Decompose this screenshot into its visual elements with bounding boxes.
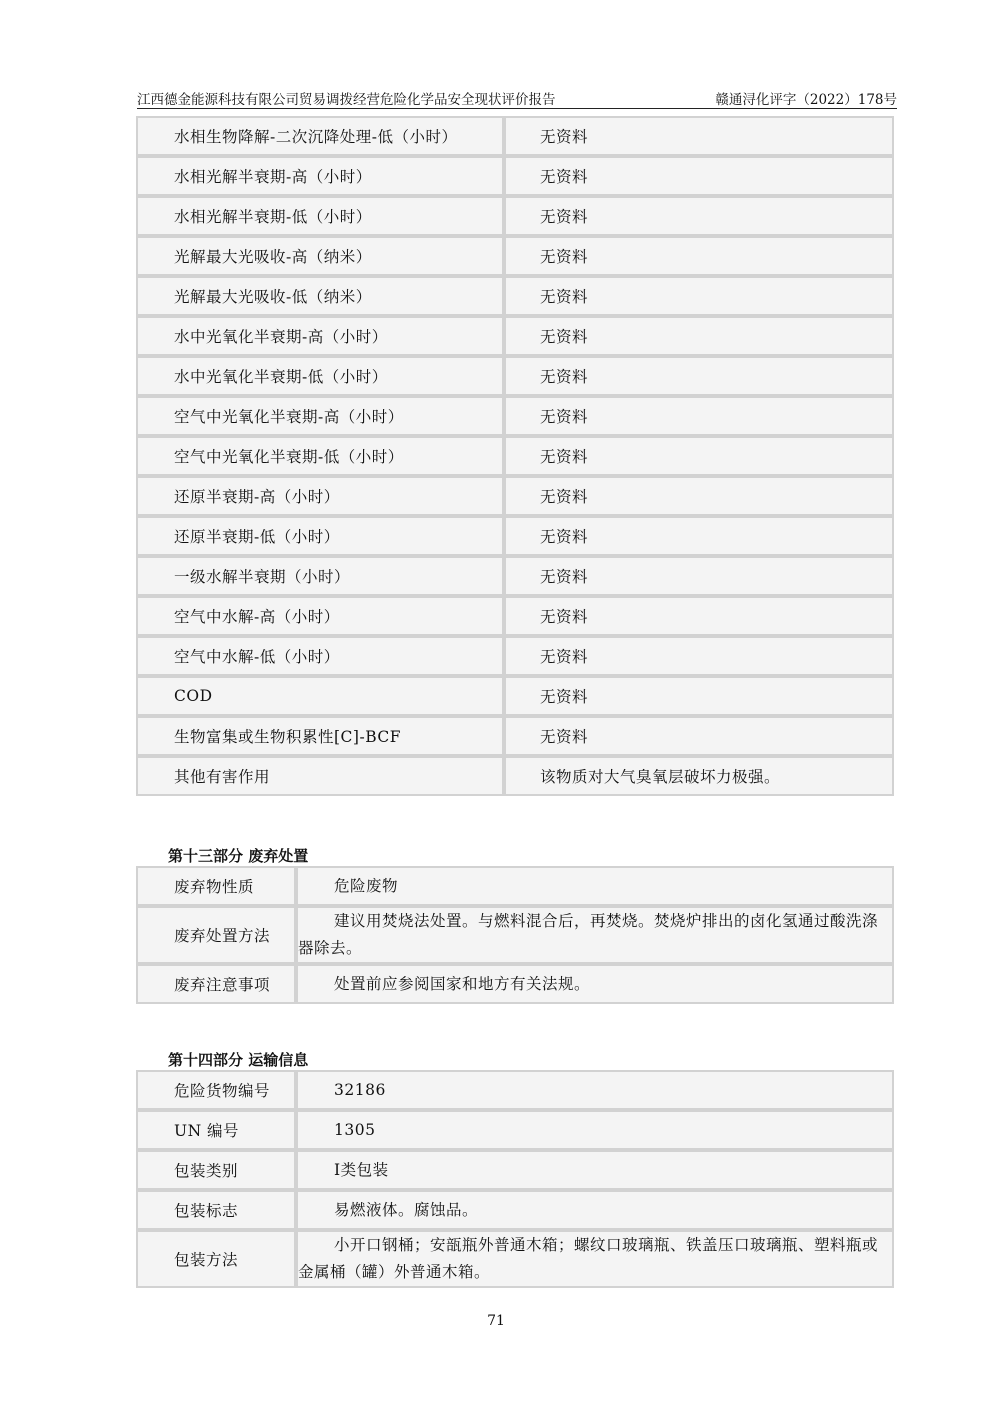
table-row (136, 596, 894, 636)
property-value: 无资料 (504, 236, 894, 276)
property-name: 空气中水解-低（小时） (136, 636, 504, 676)
table-row (136, 636, 894, 676)
table-row (136, 516, 894, 556)
transport-value: Ⅰ类包装 (334, 1160, 389, 1179)
property-name: 其他有害作用 (136, 756, 504, 796)
property-value: 无资料 (504, 276, 894, 316)
property-name: 水相生物降解-二次沉降处理-低（小时） (136, 116, 504, 156)
property-value: 无资料 (504, 676, 894, 716)
table-row (136, 396, 894, 436)
table-row (136, 1230, 894, 1288)
property-value: 无资料 (504, 356, 894, 396)
table-row (136, 716, 894, 756)
section-14-title: 第十四部分 运输信息 (168, 1051, 309, 1069)
transport-key: UN 编号 (136, 1110, 296, 1150)
property-value: 无资料 (504, 596, 894, 636)
property-name: 空气中水解-高（小时） (136, 596, 504, 636)
table-row (136, 1070, 894, 1110)
property-value: 无资料 (504, 116, 894, 156)
property-value: 无资料 (504, 156, 894, 196)
property-value: 无资料 (504, 476, 894, 516)
table-row (136, 866, 894, 906)
property-name: 水相光解半衰期-高（小时） (136, 156, 504, 196)
transport-value: 32186 (334, 1080, 386, 1099)
transport-value: 小开口钢桶；安瓿瓶外普通木箱；螺纹口玻璃瓶、铁盖压口玻璃瓶、塑料瓶或金属桶（罐）外普通木箱。 (296, 1230, 894, 1288)
table-row (136, 196, 894, 236)
ecological-properties-table (136, 116, 894, 796)
table-row (136, 436, 894, 476)
page-header (137, 88, 897, 109)
header-report-number: 赣通浔化评字（2022）178号 (715, 92, 897, 108)
header-report-title: 江西德金能源科技有限公司贸易调拨经营危险化学品安全现状评价报告 (137, 92, 556, 108)
property-name: 光解最大光吸收-低（纳米） (136, 276, 504, 316)
section-13-title: 第十三部分 废弃处置 (168, 847, 309, 865)
property-value: 无资料 (504, 396, 894, 436)
property-name: 空气中光氧化半衰期-高（小时） (136, 396, 504, 436)
property-value: 无资料 (504, 716, 894, 756)
transport-value: 易燃液体。腐蚀品。 (334, 1200, 479, 1219)
transport-key: 包装标志 (136, 1190, 296, 1230)
table-row (136, 316, 894, 356)
property-name: 光解最大光吸收-高（纳米） (136, 236, 504, 276)
table-row (136, 356, 894, 396)
table-row (136, 116, 894, 156)
property-name: 水相光解半衰期-低（小时） (136, 196, 504, 236)
table-row (136, 1150, 894, 1190)
disposal-key: 废弃注意事项 (136, 964, 296, 1004)
disposal-table (136, 866, 894, 1004)
property-value: 无资料 (504, 436, 894, 476)
table-row (136, 1190, 894, 1230)
table-row (136, 476, 894, 516)
property-name: 还原半衰期-高（小时） (136, 476, 504, 516)
transport-value: 1305 (334, 1120, 376, 1139)
table-row (136, 756, 894, 796)
property-value: 无资料 (504, 316, 894, 356)
property-name: 一级水解半衰期（小时） (136, 556, 504, 596)
property-name: COD (136, 676, 504, 716)
transport-key: 危险货物编号 (136, 1070, 296, 1110)
disposal-value: 建议用焚烧法处置。与燃料混合后，再焚烧。焚烧炉排出的卤化氢通过酸洗涤器除去。 (296, 906, 894, 964)
property-value: 无资料 (504, 636, 894, 676)
property-value: 该物质对大气臭氧层破坏力极强。 (504, 756, 894, 796)
disposal-value: 处置前应参阅国家和地方有关法规。 (334, 974, 591, 993)
transport-key: 包装方法 (136, 1230, 296, 1288)
table-row (136, 276, 894, 316)
table-row (136, 156, 894, 196)
table-row (136, 676, 894, 716)
property-name: 空气中光氧化半衰期-低（小时） (136, 436, 504, 476)
property-value: 无资料 (504, 516, 894, 556)
property-name: 还原半衰期-低（小时） (136, 516, 504, 556)
table-row (136, 964, 894, 1004)
table-row (136, 236, 894, 276)
property-value: 无资料 (504, 556, 894, 596)
disposal-key: 废弃物性质 (136, 866, 296, 906)
page-number: 71 (487, 1313, 505, 1329)
disposal-value: 危险废物 (334, 876, 399, 895)
transport-table (136, 1070, 894, 1288)
transport-key: 包装类别 (136, 1150, 296, 1190)
property-name: 生物富集或生物积累性[C]-BCF (136, 716, 504, 756)
table-row (136, 906, 894, 964)
property-name: 水中光氧化半衰期-高（小时） (136, 316, 504, 356)
property-value: 无资料 (504, 196, 894, 236)
disposal-key: 废弃处置方法 (136, 906, 296, 964)
property-name: 水中光氧化半衰期-低（小时） (136, 356, 504, 396)
table-row (136, 556, 894, 596)
table-row (136, 1110, 894, 1150)
